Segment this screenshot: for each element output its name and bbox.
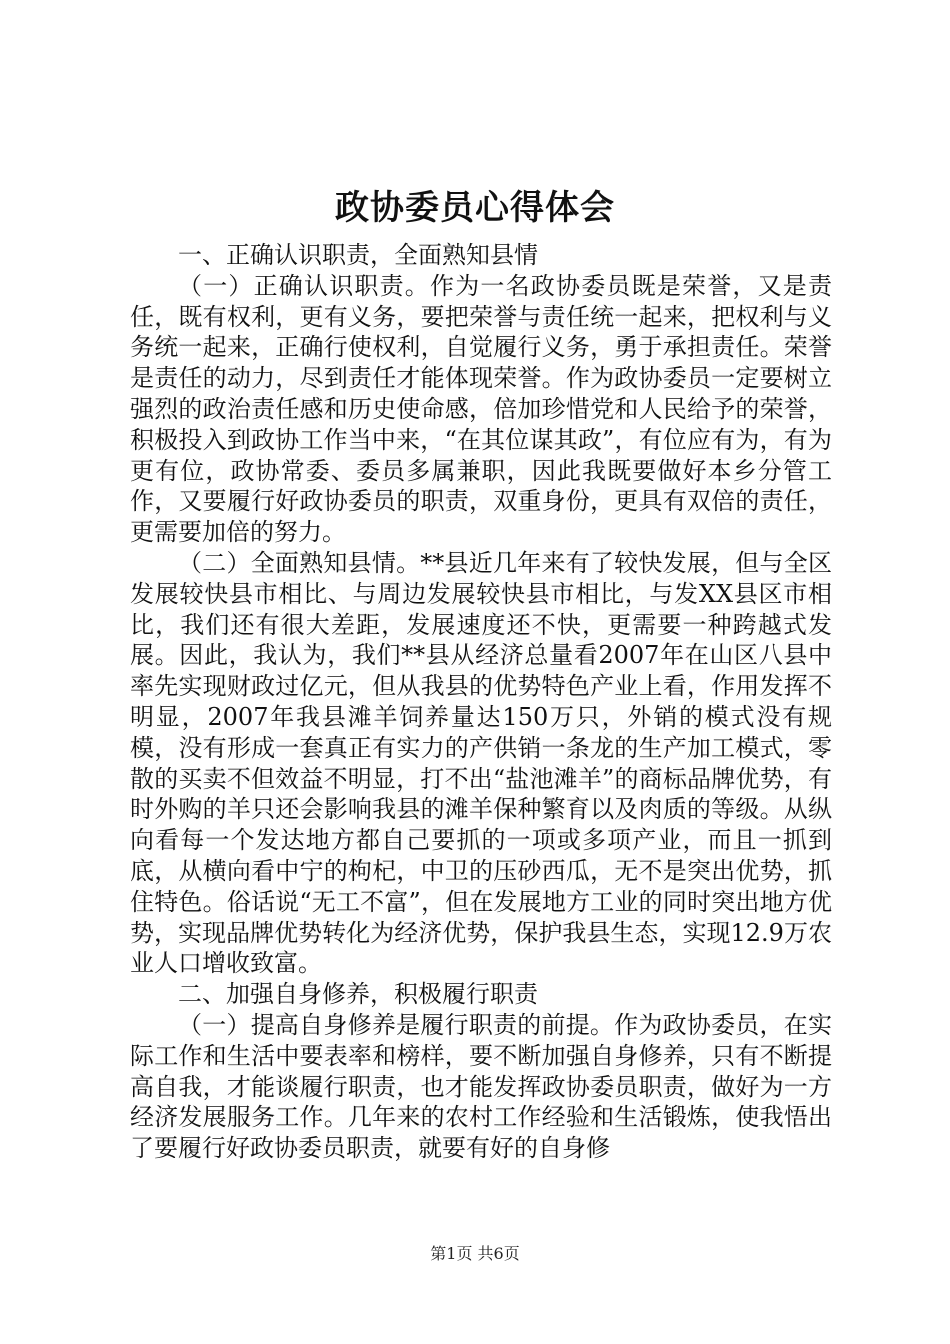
paragraph-2-1: （一）提高自身修养是履行职责的前提。作为政协委员，在实际工作和生活中要表率和榜样，要不断加强自身修养，只有不断提高自我，才能谈履行职责，也才能发挥政协委员职责，做好为一方经济发展服务工作。几年来的农村工作经验和生活锻炼，使我悟出了要履行好政协委员职责，就要有好的自身修 bbox=[130, 1010, 832, 1163]
section-heading-1: 一、正确认识职责，全面熟知县情 bbox=[178, 241, 538, 269]
paragraph-1-1: （一）正确认识职责。作为一名政协委员既是荣誉，又是责任，既有权利，更有义务，要把荣誉与责任统一起来，把权利与义务统一起来，正确行使权利，自觉履行义务，勇于承担责任。荣誉是责任的动力，尽到责任才能体现荣誉。作为政协委员一定要树立强烈的政治责任感和历史使命感，倍加珍惜党和人民给予的荣誉，积极投入到政协工作当中来，“在其位谋其政”，有位应有为，有为更有位，政协常委、委员多属兼职，因此我既要做好本乡分管工作，又要履行好政协委员的职责，双重身份，更具有双倍的责任，更需要加倍的努力。 bbox=[130, 271, 832, 547]
section-heading-2: 二、加强自身修养，积极履行职责 bbox=[178, 980, 538, 1009]
document-body bbox=[130, 240, 832, 1164]
page-footer: 第1页 共6页 bbox=[430, 1244, 520, 1263]
document-title: 政协委员心得体会 bbox=[335, 188, 615, 228]
paragraph-1-2: （二）全面熟知县情。**县近几年来有了较快发展，但与全区发展较快县市相比、与周边发展较快县市相比，与发XX县区市相比，我们还有很大差距，发展速度还不快，更需要一种跨越式发展。因此，我认为，我们**县从经济总量看2007年在山区八县中率先实现财政过亿元，但从我县的优势特色产业上看，作用发挥不明显，2007年我县滩羊饲养量达150万只，外销的模式没有规模，没有形成一套真正有实力的产供销一条龙的生产加工模式，零散的买卖不但效益不明显，打不出“盐池滩羊”的商标品牌优势，有时外购的羊只还会影响我县的滩羊保种繁育以及肉质的等级。从纵向看每一个发达地方都自己要抓的一项或多项产业，而且一抓到底，从横向看中宁的枸杞，中卫的压砂西瓜，无不是突出优势，抓住特色。俗话说“无工不富”，但在发展地方工业的同时突出地方优势，实现品牌优势转化为经济优势，保护我县生态，实现12.9万农业人口增收致富。 bbox=[130, 548, 832, 978]
